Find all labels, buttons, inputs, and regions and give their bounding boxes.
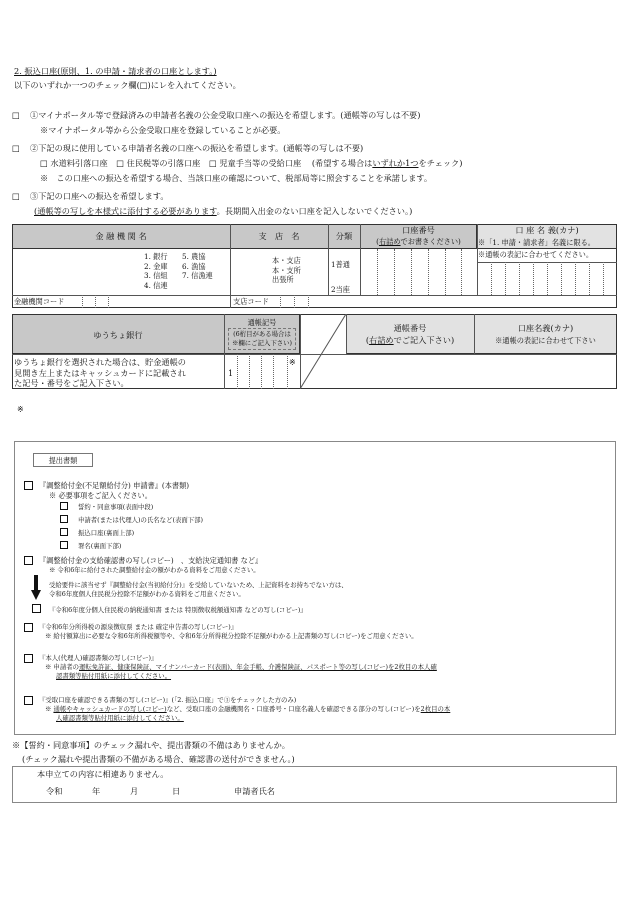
item4-note xyxy=(45,663,437,671)
item4-note-u2: 認書類等貼付用紙に添付してください。 xyxy=(56,672,172,680)
arrow-down-icon xyxy=(31,575,41,601)
item4-note-pre: ※ 申請者の xyxy=(45,663,79,671)
section-instruction: 以下のいずれか一つのチェック欄(□)にレを入れてください。 xyxy=(14,80,241,90)
item2-alt-checkbox[interactable] xyxy=(32,604,41,613)
branch-type-2: 本・支所 xyxy=(272,265,301,275)
date-year: 年 xyxy=(92,786,101,796)
bank-code-label: 金融機関コード xyxy=(14,297,65,306)
item5-title: 『受取口座を確認できる書類の写し(コピー)』(「2. 振込口座」で③をチェックした方のみ) xyxy=(39,696,297,704)
item1-sub3-checkbox[interactable] xyxy=(60,528,68,536)
account-sub-post: でお書きください) xyxy=(400,237,461,246)
branch-type-3: 出張所 xyxy=(272,275,294,285)
option2-sub-row xyxy=(40,158,462,169)
checkbox-child[interactable]: □ xyxy=(208,158,217,168)
col-account: 口座番号 xyxy=(402,225,435,235)
option3-note xyxy=(34,206,412,217)
option3-note-rest: 。長期間入出金のない口座を記入しないでください。) xyxy=(216,206,413,216)
item2-note: ※ 令和6年に給付された調整給付金の額がわかる資料をご用意ください。 xyxy=(49,566,260,574)
name-note2: ※通帳の表記に合わせてください。 xyxy=(478,250,594,259)
branch-types xyxy=(272,256,301,285)
confirm-text: 本申立ての内容に相違ありません。 xyxy=(37,769,169,779)
item5-note-u1: 通帳やキャッシュカードの写し(コピー) xyxy=(53,705,167,713)
option3-text: ③下記の口座への振込を希望します。 xyxy=(30,191,169,201)
bank-type-3: 3. 信組 xyxy=(144,271,168,281)
col-account-sub xyxy=(360,237,477,247)
diagonal-divider xyxy=(300,314,346,389)
account-sub-u: 右詰め xyxy=(378,237,401,246)
bango-sub-post: でご記入下さい) xyxy=(393,335,455,345)
date-era: 令和 xyxy=(46,786,63,796)
item1-title: 『調整給付金(不足額給付分) 申請書』(本書類) xyxy=(39,481,190,490)
option1-text: ①マイナポータル等で登録済みの申請者名義の公金受取口座への振込を希望します。(通帳等の写しは不要) xyxy=(30,110,421,120)
col-bank: 金 融 機 関 名 xyxy=(95,231,147,241)
bank-type-6: 6. 漁協 xyxy=(182,261,206,271)
item3-checkbox[interactable] xyxy=(24,623,33,632)
footer-line2: (チェック漏れや提出書類の不備がある場合、確認書の送付ができません。) xyxy=(22,754,295,764)
item2-cond2: 令和6年度個人住民税分控除不足額がわかる資料をご用意ください。 xyxy=(49,590,245,598)
bango-sub xyxy=(346,335,474,346)
item2-alt: 『令和6年度分個人住民税の納税通知書 または 特別徴収税額通知書 などの写し(コピー)』 xyxy=(49,606,307,614)
item2-checkbox[interactable] xyxy=(24,556,33,565)
kigo-note2: ※欄にご記入下さい) xyxy=(231,339,292,347)
meigi-note: ※通帳の表記に合わせて下さい xyxy=(495,336,596,345)
option1-note: ※マイナポータル等から公金受取口座を登録していることが必要。 xyxy=(40,125,286,135)
bank-types xyxy=(144,252,168,290)
bango-sub-u: 右詰め xyxy=(369,335,394,345)
yucho-desc-3: た記号・番号をご記入下さい。 xyxy=(14,378,129,388)
docs-title: 提出書類 xyxy=(48,456,78,465)
branch-type-1: 本・支店 xyxy=(272,256,301,265)
item3-title: 『令和6年分所得税の源泉徴収票 または 確定申告書の写し(コピー)』 xyxy=(39,623,238,631)
kigo-note1: (6桁目がある場合は xyxy=(233,330,291,338)
item1-sub1-checkbox[interactable] xyxy=(60,502,68,510)
item5-checkbox[interactable] xyxy=(24,696,33,705)
kigo-digit-1: 1 xyxy=(228,368,234,378)
yucho-desc-1: ゆうちょ銀行を選択された場合は、貯金通帳の xyxy=(14,357,186,367)
bank-type-1: 1. 銀行 xyxy=(144,252,168,261)
col-type: 分類 xyxy=(335,231,353,241)
item1-sub4: 署名(裏面下部) xyxy=(78,542,122,550)
item1-sub4-checkbox[interactable] xyxy=(60,541,68,549)
bango-label: 通帳番号 xyxy=(393,323,427,333)
bank-type-2: 2. 金庫 xyxy=(144,261,168,271)
kigo-label: 通帳記号 xyxy=(247,318,277,327)
water-label: 水道料引落口座 xyxy=(50,158,108,168)
item5-note-pre: ※ xyxy=(45,705,54,713)
item4-note-u1: 運転免許証、健康保険証、マイナンバーカード(表面)、年金手帳、介護保険証、パスポート等の写し(コピー)を2枚目の本人確 xyxy=(78,663,437,671)
item1-sub1: 誓約・同意事項(表面中段) xyxy=(78,503,154,511)
checkbox-glyph[interactable]: □ xyxy=(12,110,20,120)
option3-note-u: (通帳等の写しを本様式に添付する必要があります xyxy=(34,206,217,216)
item4-title: 『本人(代理人)確認書類の写し(コピー)』 xyxy=(39,654,158,662)
date-month: 月 xyxy=(130,786,139,796)
item1-checkbox[interactable] xyxy=(24,481,33,490)
item1-sub2: 申請者(または代理人)の氏名など(表面下部) xyxy=(78,516,204,524)
bank-type-5: 5. 農協 xyxy=(182,252,206,261)
bango-sub-pre: ( xyxy=(365,335,370,345)
bank-type-7: 7. 信漁連 xyxy=(182,271,213,281)
checkbox-glyph[interactable]: □ xyxy=(12,191,20,201)
footer-line1: ※【誓約・同意事項】のチェック漏れや、提出書類の不備はありませんか。 xyxy=(12,740,290,750)
item5-note-mid: など、受取口座の金融機関名・口座番号・口座名義人を確認できる部分の写し(コピー)を xyxy=(166,705,421,713)
item2-title: 『調整給付金の支給確認書の写し(コピー) 、支給決定通知書 など』 xyxy=(39,556,263,565)
sub-note-pre: (希望する場合は xyxy=(311,158,373,168)
date-day: 日 xyxy=(172,786,181,796)
item2-cond1: 受給要件に該当せず『調整給付金(当初給付分)』を受給していないため、上記資料をお持ちでない方は、 xyxy=(49,581,348,589)
child-label: 児童手当等の受給口座 xyxy=(219,158,302,168)
account-type-2: 2当座 xyxy=(331,285,350,294)
signer-label: 申請者氏名 xyxy=(234,786,275,796)
checkbox-tax[interactable]: □ xyxy=(116,158,125,168)
yucho-desc xyxy=(14,357,186,389)
meigi-label: 口座名義(カナ) xyxy=(517,323,574,333)
item5-note-u3: 人確認書類等貼付用紙に添付してください。 xyxy=(56,714,184,722)
section-heading: 2. 振込口座(原則、1. の申請・請求者の口座とします。) xyxy=(14,66,217,76)
item1-sub2-checkbox[interactable] xyxy=(60,515,68,523)
account-type-1: 1普通 xyxy=(331,260,350,269)
checkbox-water[interactable]: □ xyxy=(40,158,48,168)
account-sub-pre: ( xyxy=(376,237,379,246)
sub-note-post: をチェック) xyxy=(418,158,463,168)
col-branch: 支 店 名 xyxy=(258,231,300,241)
option2-consent: ※ この口座への振込を希望する場合、当該口座の確認について、税部局等に照会することを承諾します。 xyxy=(40,173,433,183)
branch-code-label: 支店コード xyxy=(233,297,269,306)
bank-type-4: 4. 信連 xyxy=(144,280,168,290)
yucho-desc-2: 見開き左上またはキャッシュカードに記載され xyxy=(14,367,186,378)
kigo-mark: ※ xyxy=(289,357,296,367)
option2-text: ②下記の現に使用している申請者名義の口座への振込を希望します。(通帳等の写しは不要) xyxy=(30,143,364,153)
yucho-title: ゆうちょ銀行 xyxy=(93,330,143,340)
bank-types2 xyxy=(182,252,213,281)
name-note1: ※「1. 申請・請求者」名義に限る。 xyxy=(478,238,595,247)
item5-note xyxy=(45,705,450,713)
item5-note-u2: 2枚目の本 xyxy=(420,705,451,713)
item3-note: ※ 給付額算出に必要な令和6年所得税額等や、令和6年分所得税分控除不足額がわかる上記書類の写し(コピー)をご用意ください。 xyxy=(45,632,418,640)
item1-note: ※ 必要事項をご記入ください。 xyxy=(49,491,152,500)
col-name: 口 座 名 義(カナ) xyxy=(515,225,579,235)
below-mark: ※ xyxy=(17,404,24,414)
item1-sub3: 振込口座(裏面上部) xyxy=(78,529,135,537)
checkbox-glyph[interactable]: □ xyxy=(12,143,20,153)
sub-note-u: いずれか1つ xyxy=(372,158,419,168)
item4-checkbox[interactable] xyxy=(24,654,33,663)
tax-label: 住民税等の引落口座 xyxy=(126,158,201,168)
